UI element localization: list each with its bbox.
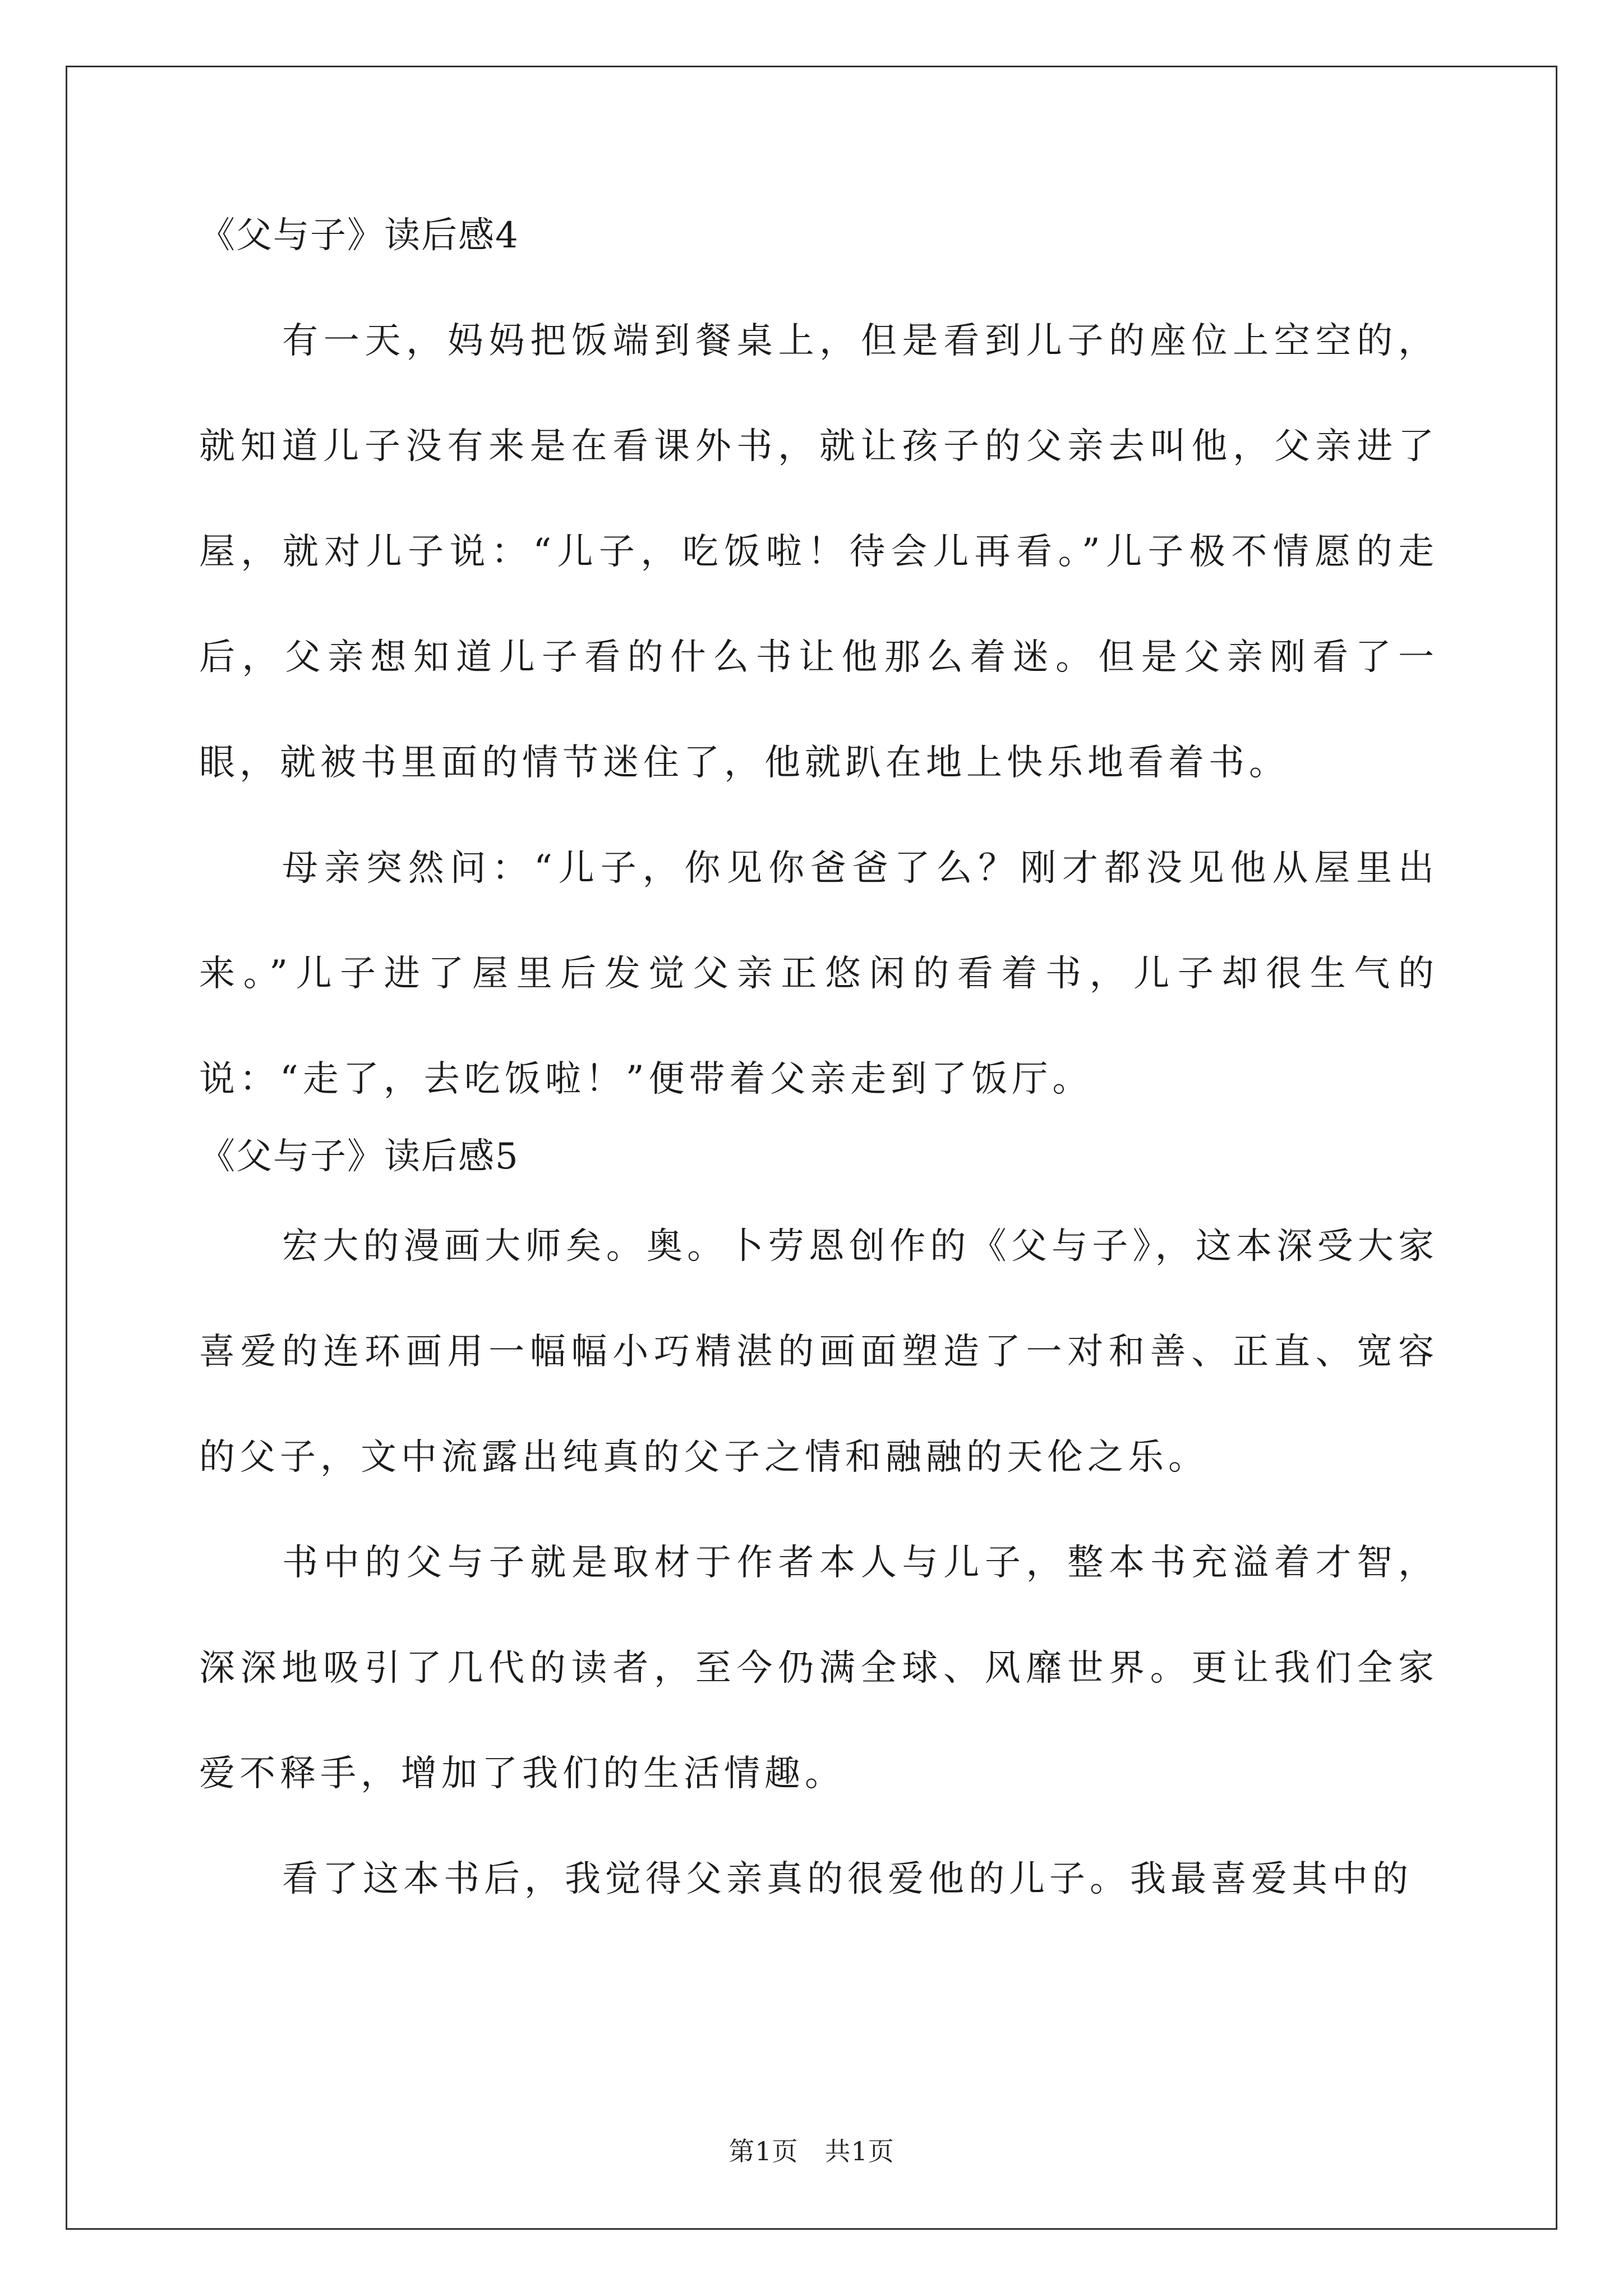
section-title: 《父与子》读后感4	[199, 215, 519, 256]
paragraph: 有一天，妈妈把饭端到餐桌上，但是看到儿子的座位上空空的，就知道儿子没有来是在看课外书，就让孩子的父亲去叫他，父亲进了屋，就对儿子说：“儿子，吃饭啦！待会儿再看。”儿子极不情愿的走后，父亲想知道儿子看的什么书让他那么着迷。但是父亲刚看了一眼，就被书里面的情节迷住了，他就趴在地上快乐地看着书。	[199, 320, 1438, 784]
paragraph: 书中的父与子就是取材于作者本人与儿子，整本书充溢着才智，深深地吸引了几代的读者，至今仍满全球、风靡世界。更让我们全家爱不释手，增加了我们的生活情趣。	[199, 1542, 1438, 1795]
paragraph: 宏大的漫画大师矣。奥。卜劳恩创作的《父与子》，这本深受大家喜爱的连环画用一幅幅小巧精湛的画面塑造了一对和善、正直、宽容的父子，文中流露出纯真的父子之情和融融的天伦之乐。	[199, 1226, 1438, 1478]
paragraph: 看了这本书后，我觉得父亲真的很爱他的儿子。我最喜爱其中的	[282, 1858, 1413, 1900]
current-page-label: 第1页	[728, 2136, 799, 2166]
footer-separator	[799, 2136, 825, 2166]
page-footer	[0, 2134, 1623, 2168]
section-2	[199, 1129, 1438, 1932]
section-title: 《父与子》读后感5	[199, 1136, 519, 1177]
total-pages-label: 共1页	[824, 2136, 895, 2166]
section-1	[199, 208, 1438, 1132]
paragraph: 母亲突然问：“儿子，你见你爸爸了么？刚才都没见他从屋里出来。”儿子进了屋里后发觉父亲正悠闲的看着书，儿子却很生气的说：“走了，去吃饭啦！”便带着父亲走到了饭厅。	[199, 848, 1438, 1100]
document-body	[199, 215, 1438, 1932]
